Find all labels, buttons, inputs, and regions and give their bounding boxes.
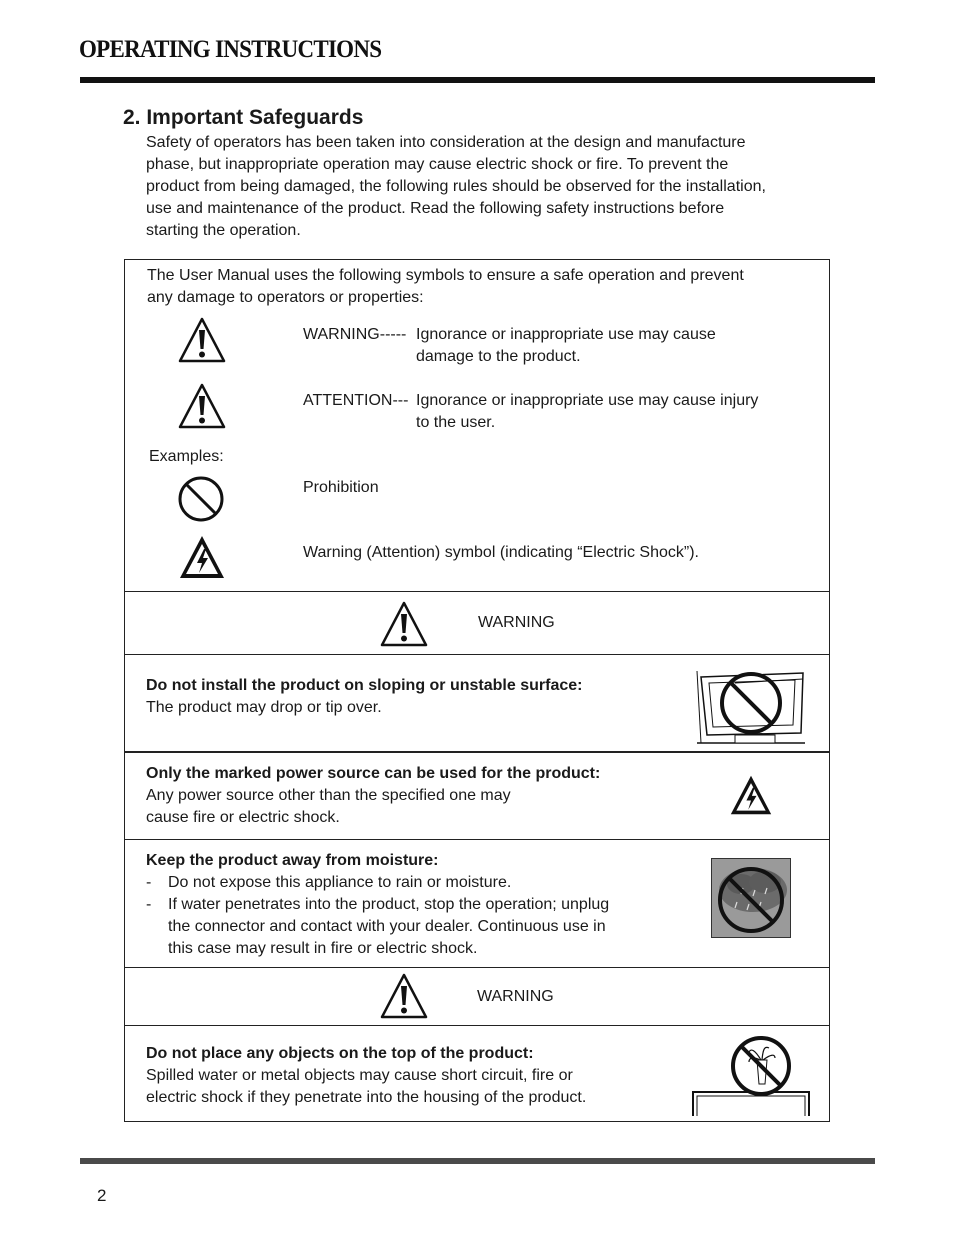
footer-rule [80,1158,875,1164]
header-title: OPERATING INSTRUCTIONS [79,36,382,63]
warning-triangle-icon [379,600,429,648]
electric-shock-icon [177,533,227,581]
bullet-line: Do not expose this appliance to rain or moisture. [168,874,512,891]
item-line: Spilled water or metal objects may cause short circuit, fire or [146,1067,573,1084]
prohibition-text: Prohibition [303,479,379,496]
bullet-line: this case may result in fire or electric shock. [168,940,478,957]
intro-paragraph [146,132,836,242]
warning-banner [124,591,830,655]
electric-shock-icon [728,773,774,817]
warning-banner-label: WARNING [477,988,554,1005]
item-line: cause fire or electric shock. [146,809,340,826]
item-line: electric shock if they penetrate into the housing of the product. [146,1089,587,1106]
attention-desc-line: Ignorance or inappropriate use may cause injury [416,392,759,409]
warning-desc-line: damage to the product. [416,348,581,365]
section-heading: 2. Important Safeguards [123,106,364,129]
item-title: Only the marked power source can be used for the product: [146,765,601,782]
warning-desc-line: Ignorance or inappropriate use may cause [416,326,716,343]
safeguard-item [124,839,830,968]
legend-intro-line: The User Manual uses the following symbols to ensure a safe operation and prevent [147,267,744,284]
bullet-dash: - [146,896,152,913]
header-rule [80,77,875,83]
warning-label: WARNING----- [303,326,407,343]
safeguard-item [124,751,830,841]
item-title: Keep the product away from moisture: [146,852,439,869]
item-title: Do not install the product on sloping or unstable surface: [146,677,583,694]
item-line: The product may drop or tip over. [146,699,382,716]
intro-line: phase, but inappropriate operation may cause electric shock or fire. To prevent the [146,156,729,173]
item-title: Do not place any objects on the top of the product: [146,1045,534,1062]
shock-text: Warning (Attention) symbol (indicating “Electric Shock”). [303,544,699,561]
intro-line: Safety of operators has been taken into consideration at the design and manufacture [146,134,746,151]
intro-line: product from being damaged, the following rules should be observed for the installation, [146,178,766,195]
no-sloping-surface-icon [695,663,807,749]
attention-label: ATTENTION--- [303,392,409,409]
warning-triangle-icon [379,972,429,1020]
warning-banner [124,967,830,1026]
examples-label: Examples: [149,448,224,465]
bullet-line: the connector and contact with your dealer. Continuous use in [168,918,606,935]
prohibition-icon [177,475,225,523]
warning-banner-label: WARNING [478,614,555,631]
intro-line: starting the operation. [146,222,301,239]
safeguard-item [124,654,830,752]
warning-triangle-icon [177,316,227,364]
attention-desc-line: to the user. [416,414,496,431]
safeguard-item [124,1025,830,1122]
legend-intro-line: any damage to operators or properties: [147,289,424,306]
bullet-dash: - [146,874,152,891]
no-rain-icon [711,858,791,938]
item-line: Any power source other than the specified one may [146,787,511,804]
page-number: 2 [97,1186,107,1205]
intro-line: use and maintenance of the product. Read the following safety instructions before [146,200,725,217]
no-objects-on-top-icon [691,1034,811,1116]
symbols-legend-box [124,259,830,592]
bullet-line: If water penetrates into the product, stop the operation; unplug [168,896,610,913]
warning-triangle-icon [177,382,227,430]
